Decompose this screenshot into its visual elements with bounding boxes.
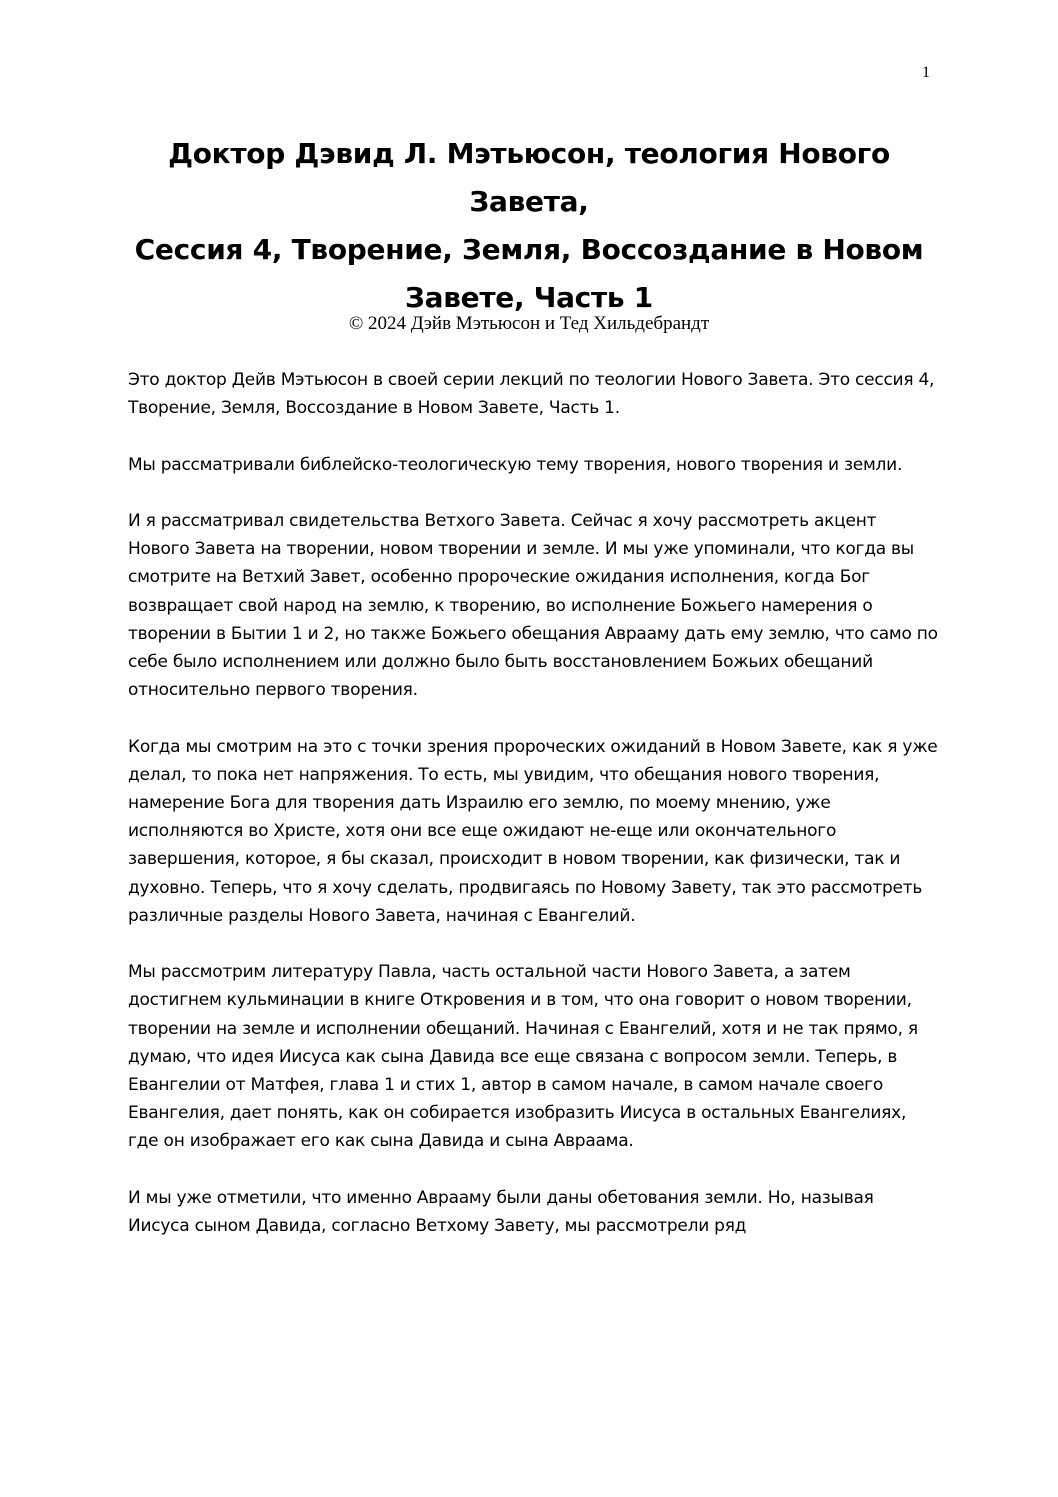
paragraph: Когда мы смотрим на это с точки зрения пророческих ожиданий в Новом Завете, как я уже делал, то пока нет напряжения. То есть, мы увидим, что обещания нового творения, намерение Бога для творения дать Израилю его землю, по моему мнению, уже исполняются во Христе, хотя они все еще ожидают не-еще или окончательного завершения, которое, я бы сказал, происходит в новом творении, как физически, так и духовно. Теперь, что я хочу сделать, продвигаясь по Новому Завету, так это рассмотреть различные разделы Нового Завета, начиная с Евангелий.	[128, 736, 938, 926]
title-line-1: Доктор Дэвид Л. Мэтьюсон, теология Нового Завета,	[168, 137, 890, 218]
title-line-2: Сессия 4, Творение, Земля, Воссоздание в Новом Завете, Часть 1	[134, 233, 924, 314]
copyright-line: © 2024 Дэйв Мэтьюсон и Тед Хильдебрандт	[348, 313, 710, 334]
paragraph: Мы рассматривали библейско-теологическую тему творения, нового творения и земли.	[128, 454, 903, 475]
paragraph: И я рассматривал свидетельства Ветхого Завета. Сейчас я хочу рассмотреть акцент Нового Завета на творении, новом творении и земле. И мы уже упоминали, что когда вы смотрите на Ветхий Завет, особенно пророческие ожидания исполнения, когда Бог возвращает свой народ на землю, к творению, во исполнение Божьего намерения о творении в Бытии 1 и 2, но также Божьего обещания Аврааму дать ему землю, что само по себе было исполнением или должно было быть восстановлением Божьих обещаний относительно первого творения.	[128, 510, 938, 701]
paragraph: Это доктор Дейв Мэтьюсон в своей серии лекций по теологии Нового Завета. Это сессия 4, Творение, Земля, Воссоздание в Новом Завете, Часть 1.	[128, 370, 935, 419]
document-title	[110, 130, 948, 322]
paragraph: Мы рассмотрим литературу Павла, часть остальной части Нового Завета, а затем достигнем кульминации в книге Откровения и в том, что она говорит о новом творении, творении на земле и исполнении обещаний. Начиная с Евангелий, хотя и не так прямо, я думаю, что идея Иисуса как сына Давида все еще связана с вопросом земли. Теперь, в Евангелии от Матфея, глава 1 и стих 1, автор в самом начале, в самом начале своего Евангелия, дает понять, как он собирается изобразить Иисуса в остальных Евангелиях, где он изображает его как сына Давида и сына Авраама.	[128, 962, 918, 1152]
paragraph: И мы уже отметили, что именно Аврааму были даны обетования земли. Но, называя Иисуса сыном Давида, согласно Ветхому Завету, мы рассмотрели ряд	[128, 1187, 874, 1237]
page-number: 1	[922, 64, 930, 81]
body-text	[128, 366, 938, 1268]
